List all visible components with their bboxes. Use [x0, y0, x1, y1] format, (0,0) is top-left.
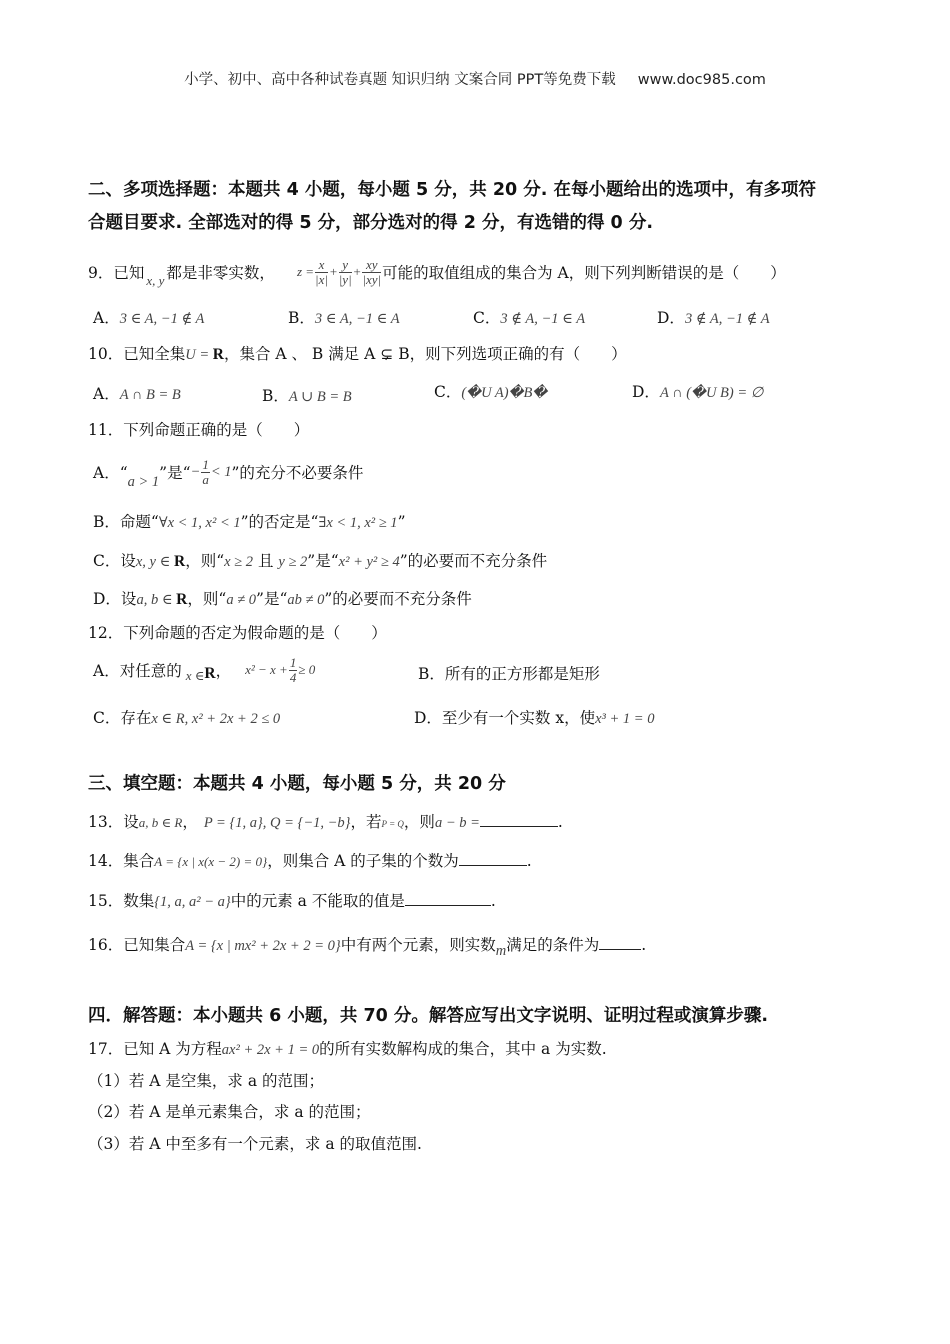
q11-a-suffix: ”的充分不必要条件: [231, 464, 364, 482]
q9-option-c-label: C．: [473, 309, 501, 327]
q9-f2-num: y: [339, 258, 352, 273]
q10-option-a-expr: A ∩ B = B: [119, 387, 181, 403]
q11-b-expr1: ∀x < 1, x² < 1: [158, 515, 241, 531]
q9-f1-den: |x|: [315, 271, 328, 287]
q10-option-d: [632, 380, 763, 402]
q12-stem: 12．下列命题的否定为假命题的是（ ）: [88, 624, 387, 642]
page-header: [0, 68, 950, 89]
q9-option-c: [473, 306, 585, 328]
question-13: [88, 810, 563, 832]
q16-prefix: 16．已知集合: [88, 936, 186, 954]
q16-end: .: [641, 936, 647, 954]
q9-f2-den: |y|: [338, 271, 352, 287]
q11-c-label: C．设: [93, 552, 136, 570]
q12-option-d: [414, 706, 654, 728]
q11-c-t1: ，则“: [185, 552, 225, 570]
q11-d-r: R: [176, 591, 188, 608]
q9-f3-num: xy: [362, 258, 381, 273]
q11-d-t1: ，则“: [187, 590, 227, 608]
q9-option-d-label: D．: [657, 309, 685, 327]
question-14: [88, 849, 532, 871]
q11-d-t3: ”的必要而不充分条件: [324, 590, 472, 608]
q12-a-e1: x ∈: [185, 668, 205, 683]
q10-option-a: [93, 382, 181, 404]
q17-suffix: 的所有实数解构成的集合，其中 a 为实数.: [319, 1040, 607, 1058]
q10-option-d-label: D．: [632, 383, 660, 401]
q12-a-den: 4: [289, 669, 297, 685]
header-text: 小学、初中、高中各种试卷真题 知识归纳 文案合同 PPT等免费下载: [184, 72, 616, 88]
q15-answer-blank[interactable]: [405, 904, 491, 906]
q13-e2: P = {1, a}, Q = {−1, −b}: [203, 815, 351, 831]
q17-expr: ax² + 2x + 1 = 0: [221, 1042, 320, 1058]
q9-frac-1: [315, 258, 328, 286]
q11-d-vars: a, b ∈: [136, 592, 177, 608]
q11-c-vars: x, y ∈: [135, 554, 174, 570]
q10-option-d-expr: A ∩ (�U B) = ∅: [659, 385, 764, 401]
q15-suffix: 中的元素 a 不能取的值是: [230, 892, 405, 910]
question-9: [88, 252, 786, 292]
q13-prefix: 13．设: [88, 813, 139, 831]
q12-a-comma: ，: [215, 662, 232, 680]
q15-end: .: [490, 892, 496, 910]
q9-option-c-expr: 3 ∉ A, −1 ∈ A: [500, 311, 586, 327]
q12-d-expr: x³ + 1 = 0: [595, 711, 655, 727]
q16-expr: A = {x | mx² + 2x + 2 = 0}: [185, 938, 341, 954]
q9-vars: x, y: [146, 273, 165, 288]
q12-c-expr: x ∈ R, x² + 2x + 2 ≤ 0: [151, 711, 281, 727]
q12-option-c: [93, 706, 280, 728]
q13-e1: a, b ∈ R: [138, 815, 183, 830]
q11-d-e2: ab ≠ 0: [287, 592, 325, 608]
q11-c-t2: 且: [253, 552, 279, 570]
q9-frac-2: [339, 258, 352, 286]
q12-option-a: [93, 650, 315, 690]
q12-a-frac: [289, 656, 298, 684]
q11-a-expr1: a > 1: [127, 473, 160, 490]
q11-a-frac: [201, 458, 210, 486]
question-16: [88, 933, 647, 959]
q17-part-1: （1）若 A 是空集，求 a 的范围；: [88, 1072, 325, 1090]
q10-r: R: [212, 346, 224, 363]
q11-d-e1: a ≠ 0: [226, 592, 257, 608]
q9-option-b-expr: 3 ∈ A, −1 ∈ A: [314, 311, 400, 327]
section4-title: 四．解答题：本小题共 6 小题，共 70 分。解答应写出文字说明、证明过程或演算步骤.: [88, 1006, 769, 1026]
q10-prefix: 10．已知全集: [88, 345, 186, 363]
q9-suffix: 可能的取值组成的集合为 A，则下列判断错误的是（ ）: [382, 264, 786, 282]
section3-title: 三、填空题：本题共 4 小题，每小题 5 分，共 20 分: [88, 774, 506, 794]
q13-t1: ，: [182, 813, 198, 831]
q14-answer-blank[interactable]: [459, 864, 527, 866]
q15-prefix: 15．数集: [88, 892, 155, 910]
q9-f1-num: x: [315, 258, 328, 273]
q13-end: .: [557, 813, 563, 831]
question-17: [88, 1037, 607, 1059]
q9-option-d-expr: 3 ∉ A, −1 ∉ A: [684, 311, 770, 327]
q11-option-d: [93, 587, 472, 609]
q16-answer-blank[interactable]: [599, 948, 641, 950]
q16-mid: 中有两个元素，则实数: [340, 936, 496, 954]
q11-c-t3: ”是“: [307, 552, 339, 570]
q11-b-label: B．命题“: [93, 513, 159, 531]
q11-c-e3: x² + y² ≥ 4: [338, 554, 400, 570]
q13-t2: ，若: [350, 813, 382, 831]
q16-m: m: [495, 943, 507, 959]
q11-stem: 11．下列命题正确的是（ ）: [88, 421, 310, 439]
q9-f3-den: |xy|: [362, 271, 382, 287]
section2-line1: 二、多项选择题：本题共 4 小题，每小题 5 分，共 20 分. 在每小题给出的选项中，有多项符: [88, 180, 816, 200]
q11-a-mid: ”是“: [159, 464, 191, 482]
q10-u-eq: U =: [185, 347, 213, 363]
q13-e3: P = Q: [381, 819, 404, 829]
q11-a-num: 1: [202, 456, 209, 472]
q9-option-b: [288, 306, 400, 328]
q10-option-b: [262, 384, 352, 406]
q9-prefix: 9．已知: [88, 264, 145, 282]
q16-suffix: 满足的条件为: [506, 936, 600, 954]
q10-option-c-expr: (�U A)�B�: [461, 385, 548, 401]
q10-option-c: [434, 380, 547, 402]
question-10: [88, 342, 627, 364]
q11-c-t4: ”的必要而不充分条件: [399, 552, 548, 570]
header-url[interactable]: www.doc985.com: [637, 72, 766, 88]
q11-d-label: D．设: [93, 590, 137, 608]
q17-prefix: 17．已知 A 为方程: [88, 1040, 222, 1058]
q12-a-e3: ≥ 0: [298, 662, 316, 677]
q12-d-label: D．至少有一个实数 x，使: [414, 709, 596, 727]
q11-a-lt: < 1: [210, 463, 232, 480]
q10-suffix: ，集合 A 、 B 满足 A ⊊ B，则下列选项正确的有（ ）: [223, 345, 627, 363]
q9-option-a: [93, 306, 204, 328]
q11-option-c: [93, 549, 547, 571]
q9-option-a-expr: 3 ∈ A, −1 ∉ A: [119, 311, 205, 327]
q11-c-e1: x ≥ 2: [224, 554, 254, 570]
q9-option-d: [657, 306, 770, 328]
q11-c-r: R: [173, 553, 186, 570]
q12-a-r: R: [204, 665, 216, 682]
q9-plus-1: +: [328, 264, 338, 279]
q13-answer-blank[interactable]: [480, 825, 558, 827]
q11-option-b: [93, 510, 406, 532]
q17-part-3: （3）若 A 中至多有一个元素，求 a 的取值范围.: [88, 1135, 422, 1153]
q11-option-a: A．“ a > 1 ”是“ − $\frac{1}{a}$ < 1 ”的充分不必要条件: [93, 456, 364, 490]
q10-option-b-expr: A ∪ B = B: [288, 389, 352, 405]
q11-a-den: a: [202, 471, 209, 487]
q14-expr: A = {x | x(x − 2) = 0}: [154, 854, 268, 869]
q12-option-b: B．所有的正方形都是矩形: [418, 665, 600, 683]
q12-c-label: C．存在: [93, 709, 152, 727]
q11-b-expr2: ∃x < 1, x² ≥ 1: [318, 515, 398, 531]
q10-option-a-label: A．: [93, 385, 120, 403]
q11-b-end: ”: [397, 513, 406, 531]
section2-line2: 合题目要求. 全部选对的得 5 分，部分选对的得 2 分，有选错的得 0 分.: [88, 213, 653, 233]
question-15: [88, 889, 496, 911]
q12-a-label: A．对任意的: [93, 662, 182, 680]
q12-a-e2: x² − x +: [245, 662, 288, 677]
q14-end: .: [526, 852, 532, 870]
q14-suffix: ，则集合 A 的子集的个数为: [267, 852, 459, 870]
q11-b-mid: ”的否定是“: [240, 513, 319, 531]
q11-d-t2: ”是“: [256, 590, 288, 608]
q13-t3: ，则: [403, 813, 435, 831]
q15-expr: {1, a, a² − a}: [154, 894, 231, 910]
q9-option-a-label: A．: [93, 309, 120, 327]
q9-z-eq: z =: [296, 264, 315, 279]
q9-option-b-label: B．: [288, 309, 315, 327]
q9-frac-3: [362, 258, 381, 286]
q17-part-2: （2）若 A 是单元素集合，求 a 的范围；: [88, 1103, 371, 1121]
q12-a-num: 1: [289, 654, 297, 670]
q9-plus-2: +: [352, 264, 362, 279]
q10-option-b-label: B．: [262, 387, 289, 405]
q9-mid: 都是非零实数，: [166, 264, 275, 282]
q11-a-label: A．“: [93, 464, 128, 482]
q11-c-e2: y ≥ 2: [278, 554, 308, 570]
q14-prefix: 14．集合: [88, 852, 155, 870]
q13-e4: a − b =: [434, 815, 480, 831]
q10-option-c-label: C．: [434, 383, 462, 401]
